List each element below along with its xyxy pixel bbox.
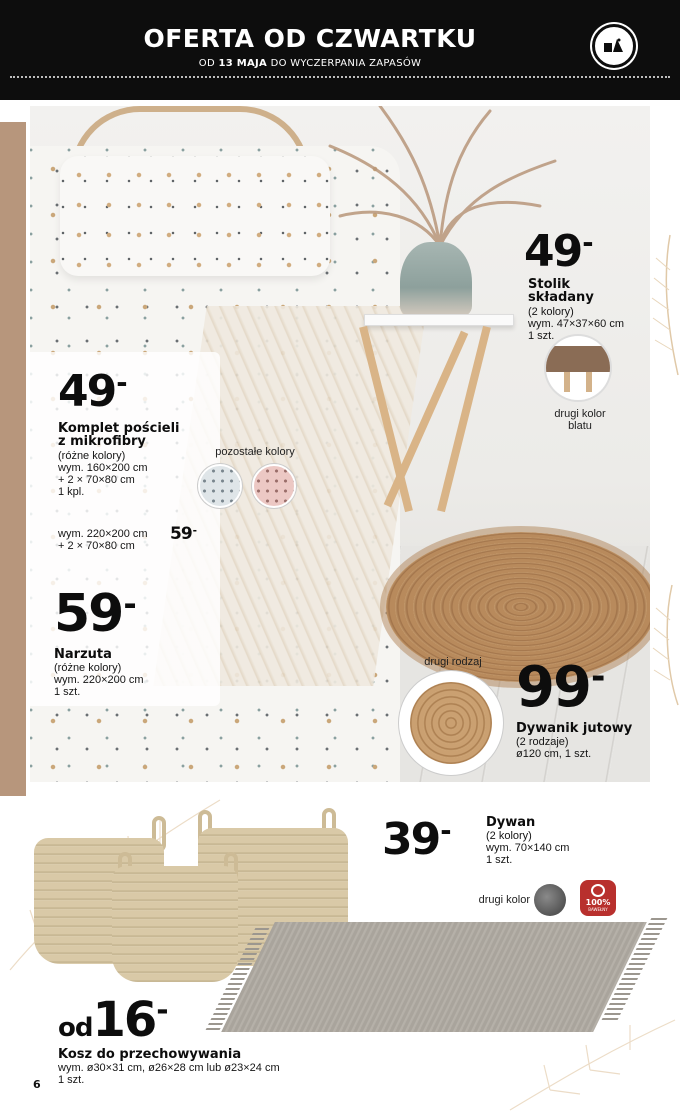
thumb-jute-type — [402, 674, 500, 772]
product-name-dywanik: Dywanik jutowy — [516, 721, 633, 736]
product-desc-kosz: wym. ø30×31 cm, ø26×28 cm lub ø23×24 cm 1 szt. — [58, 1062, 280, 1086]
product-desc-narzuta: (różne kolory) wym. 220×200 cm 1 szt. — [54, 662, 144, 698]
price-dywan: 39- — [382, 814, 452, 865]
product-name-kosz: Kosz do przechowywania — [58, 1047, 242, 1062]
table-leg — [437, 326, 491, 512]
other-colors-label: pozostałe kolory — [215, 446, 295, 458]
thumb-label-stolik: drugi kolor blatu — [554, 408, 606, 432]
price-stolik: 49- — [524, 226, 594, 277]
thumb-table-color — [546, 336, 610, 400]
basket-small — [112, 866, 238, 982]
product-desc-dywan: (2 kolory) wym. 70×140 cm 1 szt. — [486, 830, 570, 866]
leaf-decoration-icon — [650, 230, 680, 380]
price-kosz: od16- — [58, 992, 169, 1048]
header-title: OFERTA OD CZWARTKU — [143, 24, 477, 53]
header-subtitle: OD 13 MAJA DO WYCZERPANIA ZAPASÓW — [198, 58, 422, 69]
header-bar — [0, 0, 680, 100]
side-accent-bar — [0, 122, 26, 796]
product-name-narzuta: Narzuta — [54, 647, 112, 662]
page-number: 6 — [33, 1078, 41, 1091]
product-desc-komplet: (różne kolory) wym. 160×200 cm + 2 × 70×80 cm 1 kpl. — [58, 450, 148, 498]
pillow — [60, 156, 330, 276]
grey-rug — [221, 922, 647, 1032]
product-alt-desc-komplet: wym. 220×200 cm + 2 × 70×80 cm — [58, 528, 148, 552]
other-color-label-dywan: drugi kolor — [478, 894, 530, 906]
leaf-decoration-icon — [650, 580, 680, 710]
header-divider — [10, 76, 670, 78]
price-prefix: od — [58, 1013, 93, 1043]
product-desc-stolik: (2 kolory) wym. 47×37×60 cm 1 szt. — [528, 306, 624, 342]
table-top — [364, 314, 514, 326]
price-narzuta: 59- — [54, 584, 137, 644]
cotton-badge-icon: 100% BAWEŁNY — [580, 880, 616, 916]
header-date: 13 MAJA — [218, 58, 268, 69]
price-komplet-alt: 59- — [170, 524, 198, 544]
vase — [400, 242, 472, 318]
logo-icon — [592, 24, 636, 68]
thumb-label-dywanik: drugi rodzaj — [424, 656, 482, 668]
product-name-komplet: Komplet pościeli z mikrofibry — [58, 421, 180, 449]
product-name-dywan: Dywan — [486, 815, 536, 830]
product-name-stolik: Stolik składany — [528, 277, 594, 305]
price-dywanik: 99- — [516, 655, 606, 720]
product-desc-dywanik: (2 rodzaje) ø120 cm, 1 szt. — [516, 736, 592, 760]
swatch-dark-grey — [534, 884, 566, 916]
swatch-pink — [252, 464, 296, 508]
swatch-grey — [198, 464, 242, 508]
price-komplet: 49- — [58, 366, 128, 417]
